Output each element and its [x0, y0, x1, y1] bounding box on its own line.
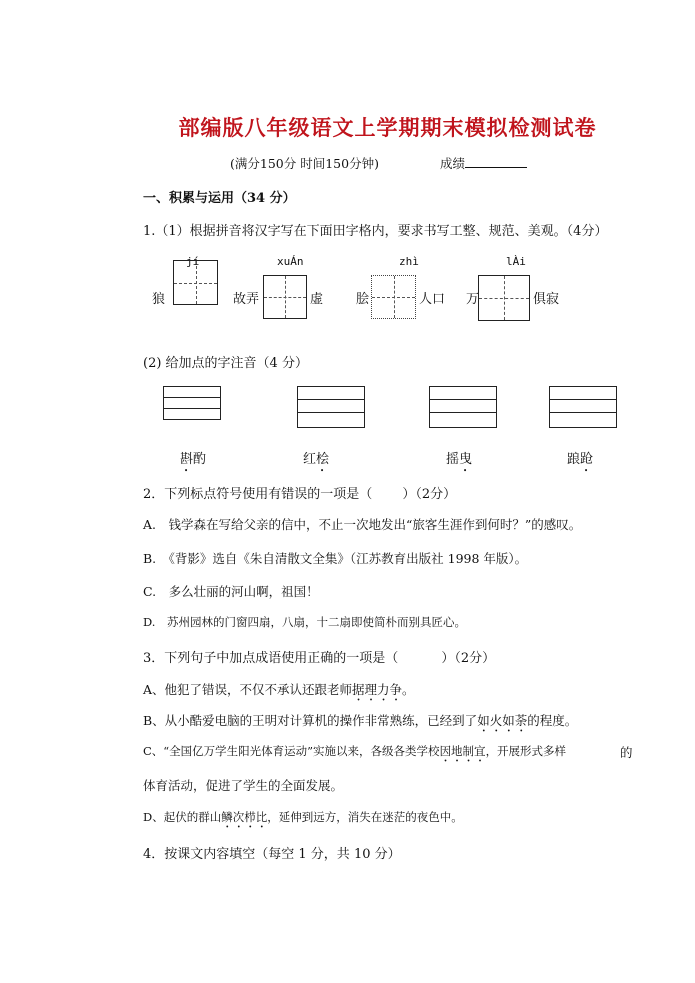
word-2: 红桧 [303, 452, 330, 467]
dotted-idiom-a: 据理力争 [352, 682, 403, 697]
q3-option-d: D、起伏的群山鳞次栉比，延伸到远方，消失在迷茫的夜色中。 [143, 810, 463, 824]
pinyin-answer-box-1[interactable] [163, 386, 221, 420]
question-1-text: 1.（1）根据拼音将汉字写在下面田字格内，要求书写工整、规范、美观。（4分） [143, 224, 608, 239]
exam-info: (满分150分 时间150分钟) [230, 156, 379, 171]
score-blank [465, 155, 527, 168]
word-4: 踉跄 [567, 452, 594, 467]
pinyin-answer-box-4[interactable] [549, 386, 617, 428]
page-title: 部编版八年级语文上学期期末模拟检测试卷 [178, 115, 597, 140]
q2-option-a: A. 钱学森在写给父亲的信中，不止一次地发出“旅客生涯作到何时？”的感叹。 [143, 517, 582, 532]
char-after-3: 人口 [419, 292, 446, 307]
char-before-3: 脍 [356, 292, 370, 307]
question-3-text: 3．下列句子中加点成语使用正确的一项是（ ）（2分） [143, 651, 496, 666]
char-after-4: 俱寂 [533, 292, 560, 307]
q3-option-c-line1: C、“全国亿万学生阳光体育运动”实施以来，各级各类学校因地制宜，开展形式多样 [143, 744, 567, 758]
dotted-idiom-d: 鳞次栉比 [221, 810, 268, 824]
score-field [440, 154, 527, 172]
q3-option-c-line2: 体育活动，促进了学生的全面发展。 [143, 778, 344, 793]
q3-option-c-tail: 的 [620, 745, 633, 760]
writing-grid-2[interactable] [263, 275, 307, 319]
pinyin-answer-box-3[interactable] [429, 386, 497, 428]
q3-option-b: B、从小酷爱电脑的王明对计算机的操作非常熟练，已经到了如火如荼的程度。 [143, 713, 578, 728]
word-1: 斟酌 [180, 452, 207, 467]
dotted-idiom-c: 因地制宜 [439, 744, 486, 758]
q2-option-d: D. 苏州园林的门窗四扇，八扇，十二扇即使简朴而别具匠心。 [143, 615, 466, 629]
pinyin-4: lÀi [506, 255, 526, 268]
writing-grid-4[interactable] [478, 275, 530, 321]
dotted-char-1: 斟 [180, 452, 194, 467]
pinyin-2: xuÁn [277, 255, 304, 268]
writing-grid-3[interactable] [371, 275, 416, 319]
dotted-char-4: 跄 [580, 452, 594, 467]
writing-grid-1[interactable] [173, 260, 218, 305]
dotted-idiom-b: 如火如荼 [477, 713, 528, 728]
q3-option-a: A、他犯了错误，不仅不承认还跟老师据理力争。 [143, 682, 415, 697]
char-before-1: 狼 [152, 292, 166, 307]
char-before-4: 万 [466, 292, 480, 307]
question-1-part2: (2) 给加点的字注音（4 分） [143, 356, 308, 371]
question-2-text: 2．下列标点符号使用有错误的一项是（ ）（2分） [143, 487, 457, 502]
q2-option-b: B. 《背影》选自《朱自清散文全集》（江苏教育出版社 1998 年版）。 [143, 551, 528, 566]
pinyin-1: jí [186, 255, 200, 268]
score-label: 成绩 [440, 156, 466, 171]
q2-option-c: C. 多么壮丽的河山啊，祖国！ [143, 584, 319, 599]
pinyin-3: zhì [399, 255, 419, 268]
char-after-2: 虚 [310, 292, 324, 307]
dotted-char-2: 桧 [316, 452, 330, 467]
section-heading: 一、积累与运用（34 分） [143, 191, 296, 206]
pinyin-answer-box-2[interactable] [297, 386, 365, 428]
char-before-2: 故弄 [233, 292, 260, 307]
word-3: 摇曳 [446, 452, 473, 467]
dotted-char-3: 曳 [459, 452, 473, 467]
question-4-text: 4．按课文内容填空（每空 1 分，共 10 分） [143, 847, 401, 862]
